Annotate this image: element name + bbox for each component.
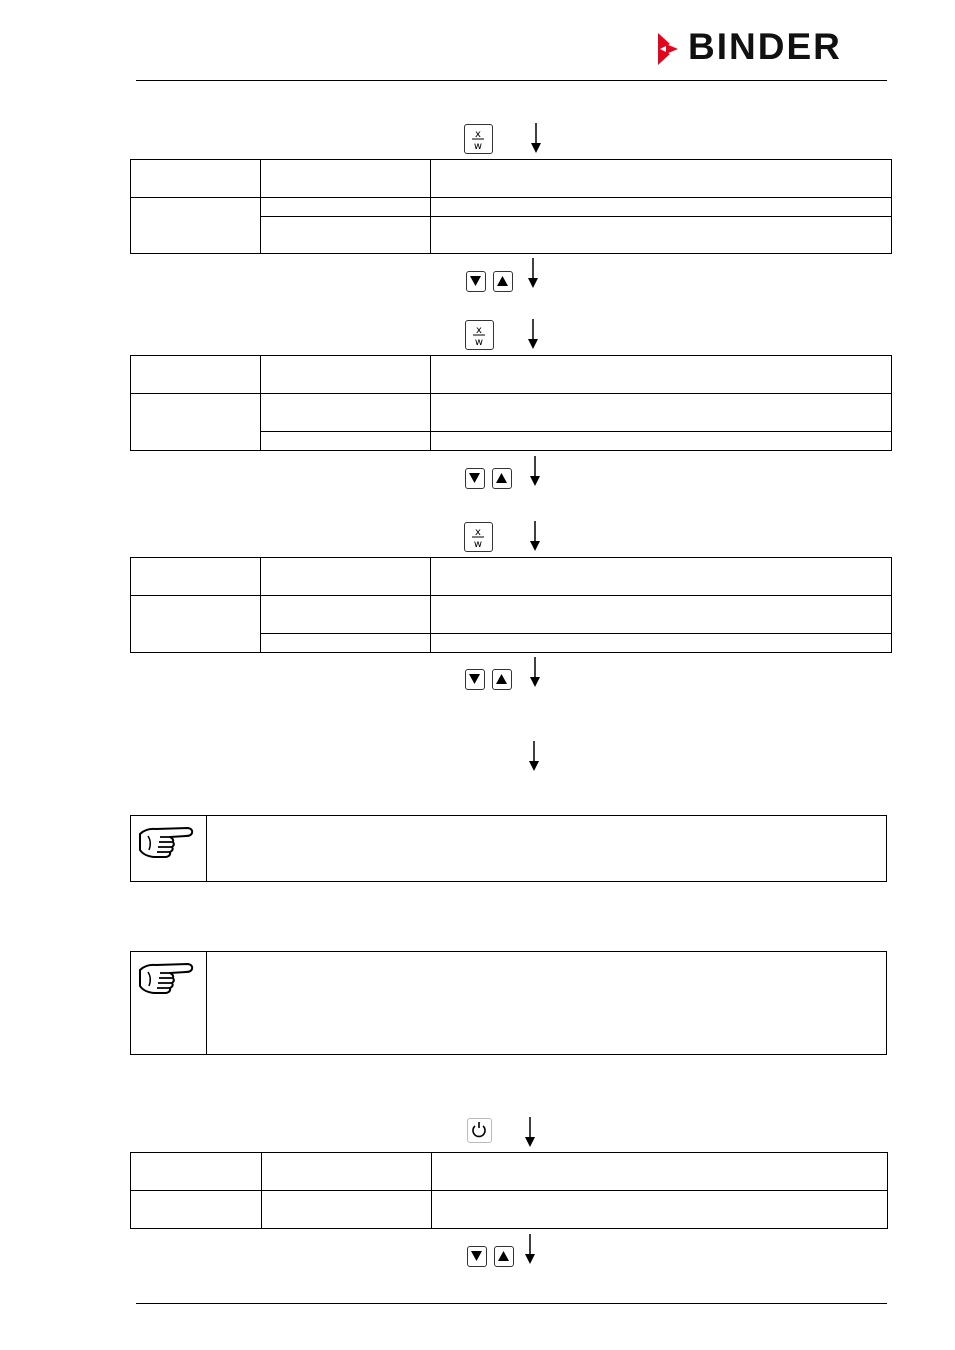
svg-text:x: x <box>475 527 481 538</box>
svg-text:w: w <box>473 141 483 152</box>
table-cell <box>431 634 892 653</box>
logo-mark-icon <box>656 32 682 66</box>
table-cell <box>131 1191 262 1229</box>
table-cell <box>261 160 431 198</box>
header-rule <box>136 80 887 81</box>
logo-text: BINDER <box>688 26 842 67</box>
table-cell <box>131 160 261 198</box>
parameter-table-1 <box>130 159 892 254</box>
pointing-hand-icon <box>136 956 196 996</box>
up-key-icon[interactable] <box>494 1246 514 1267</box>
table-cell <box>431 596 892 634</box>
program-key-icon[interactable] <box>467 1118 492 1143</box>
setpoint-key-icon[interactable] <box>464 124 493 154</box>
parameter-table-3 <box>130 557 892 653</box>
flow-arrow-icon <box>527 258 539 288</box>
table-cell <box>432 1191 888 1229</box>
table-cell <box>261 356 431 394</box>
table-cell <box>261 596 431 634</box>
svg-text:x: x <box>475 129 481 140</box>
down-key-icon[interactable] <box>466 271 486 292</box>
table-cell <box>261 394 431 432</box>
note-box <box>130 951 887 1055</box>
table-cell <box>261 432 431 451</box>
note-box <box>130 815 887 882</box>
table-cell <box>261 198 431 217</box>
note-icon-cell <box>131 952 207 1054</box>
down-key-icon[interactable] <box>467 1246 487 1267</box>
table-cell <box>131 198 261 254</box>
table-cell <box>261 217 431 254</box>
table-cell <box>131 558 261 596</box>
table-cell <box>431 432 892 451</box>
flow-arrow-icon <box>527 319 539 349</box>
svg-text:x: x <box>476 325 482 336</box>
table-cell <box>131 356 261 394</box>
svg-text:w: w <box>473 539 483 550</box>
footer-rule <box>136 1303 887 1304</box>
up-key-icon[interactable] <box>492 468 512 489</box>
table-cell <box>431 394 892 432</box>
table-cell <box>131 394 261 451</box>
table-cell <box>261 558 431 596</box>
table-cell <box>431 558 892 596</box>
table-cell <box>261 634 431 653</box>
flow-arrow-icon <box>529 657 541 687</box>
table-cell <box>431 198 892 217</box>
pointing-hand-icon <box>136 820 196 860</box>
flow-arrow-icon <box>524 1234 536 1264</box>
flow-arrow-icon <box>529 521 541 551</box>
setpoint-key-icon[interactable] <box>465 320 494 350</box>
up-key-icon[interactable] <box>492 669 512 690</box>
table-cell <box>262 1191 432 1229</box>
parameter-table-4 <box>130 1152 888 1229</box>
table-cell <box>431 217 892 254</box>
note-icon-cell <box>131 816 207 881</box>
table-cell <box>131 596 261 653</box>
flow-arrow-icon <box>530 123 542 153</box>
flow-arrow-icon <box>529 456 541 486</box>
table-cell <box>131 1153 262 1191</box>
table-cell <box>431 356 892 394</box>
binder-logo <box>656 26 888 67</box>
down-key-icon[interactable] <box>465 468 485 489</box>
parameter-table-2 <box>130 355 892 451</box>
table-cell <box>431 160 892 198</box>
table-cell <box>432 1153 888 1191</box>
setpoint-key-icon[interactable] <box>464 522 493 552</box>
flow-arrow-icon <box>528 741 540 771</box>
flow-arrow-icon <box>524 1117 536 1147</box>
up-key-icon[interactable] <box>493 271 513 292</box>
svg-text:w: w <box>474 337 484 348</box>
down-key-icon[interactable] <box>465 669 485 690</box>
table-cell <box>262 1153 432 1191</box>
